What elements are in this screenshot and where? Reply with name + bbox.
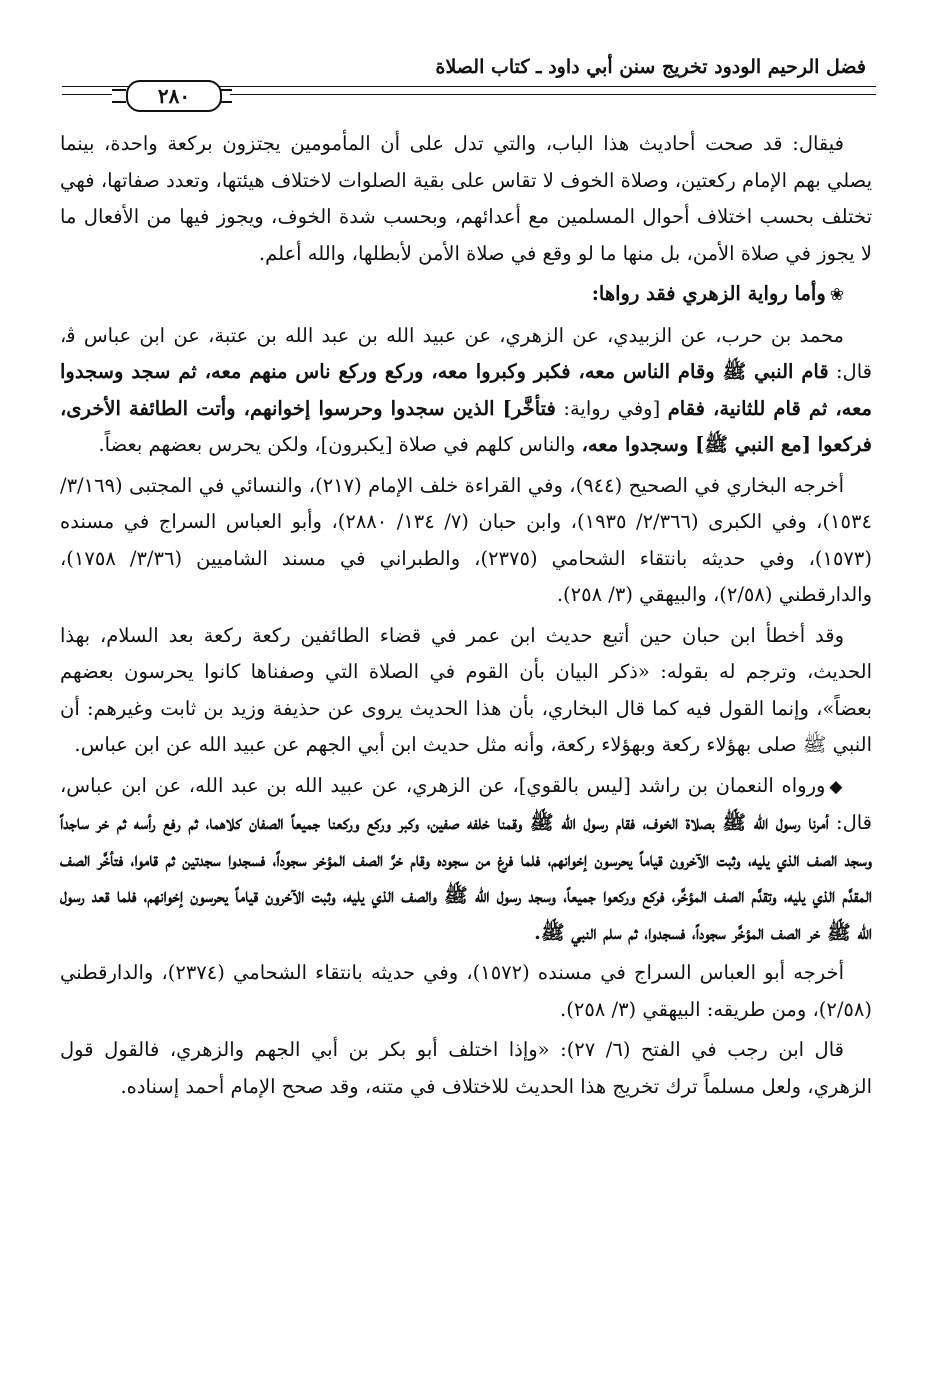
badge-ornament-left [112,89,126,103]
body-paragraph [60,618,872,764]
body-text: والناس كلهم في صلاة [يكبرون]، ولكن يحرس بعضهم بعضاً. [98,433,582,456]
body-text: وقد أخطأ ابن حبان حين أتبع حديث ابن عمر في قضاء الطائفين ركعة ركعة بعد السلام، بهذا الحديث، وترجم له بقوله: «ذكر البيان بأن القوم في الصلاة التي وصفناها كانوا يحرسون بعضهم بعضاً»، وإنما القول فيه كما قال البخاري، بأن هذا الحديث يروى عن حذيفة وزيد بن ثابت وغيرهم: أن النبي ﷺ صلى بهؤلاء ركعة وبهؤلاء ركعة، وأنه مثل حديث ابن أبي الجهم عن عبيد الله عن ابن عباس. [60,623,872,756]
body-text: [وفي رواية: [555,396,668,420]
body-paragraph [60,276,872,314]
paragraph-ornament-icon: ❀ [829,285,844,305]
body-paragraph [60,318,872,464]
hadith-text: أمرنا رسول الله ﷺ بصلاة الخوف، فقام رسول الله ﷺ وقمنا خلفه صفين، وكبر وركع وركعنا جميعاً الصفان كلاهما، ثم رفع رأسه ثم خر ساجداً وسجد الصف الذي يليه، وثبت الآخرون قياماً يحرسون إخوانهم، فلما فرغ من سجوده وقام خرَّ الصف المؤخر سجوداً، فسجدوا سجدتين ثم قاموا، فتأخَّر الصف المقدَّم الذي يليه، وتقدَّم الصف المؤخَّر، فركع وركعوا جميعاً، وسجد رسول الله ﷺ والصف الذي يليه، وثبت الآخرون قياماً يحرسون إخوانهم، فلما قعد رسول الله ﷺ خر الصف المؤخَّر سجوداً، فسجدوا، ثم سلم النبي ﷺ. [60,811,872,944]
body-text: قال ابن رجب في الفتح (٦/ ٢٧): «وإذا اختلف أبو بكر بن أبي الجهم والزهري، فالقول قول الزهري، ولعل مسلماً ترك تخريج هذا الحديث للاختلاف في متنه، وقد صحح الإمام أحمد إسناده. [60,1038,872,1098]
page-body [60,126,872,1109]
hadith-text: فتأخَّر] الذين سجدوا وحرسوا إخوانهم، وأتت الطائفة الأخرى، فركعوا [مع النبي ﷺ] وسجدوا معه، [60,396,872,456]
body-text: محمد بن حرب، عن الزبيدي، عن الزهري، عن عبيد الله بن عبد الله بن عتبة، عن ابن عباس ﭬ، قال: [60,323,872,383]
running-title: فضل الرحيم الودود تخريج سنن أبي داود ـ كتاب الصلاة [435,56,866,78]
page-number: ٢٨٠ [157,84,191,108]
body-paragraph [60,126,872,272]
body-text: ورواه النعمان بن راشد [ليس بالقوي]، عن الزهري، عن عبيد الله بن عبد الله، عن ابن عباس، قال: [60,773,873,834]
hadith-text: قام النبي ﷺ وقام الناس معه، فكبر وكبروا معه، وركع وركع ناس منهم معه، ثم سجد وسجدوا معه، ثم قام للثانية، فقام [60,360,872,420]
body-text: أخرجه أبو العباس السراج في مسنده (١٥٧٢)، وفي حديثه بانتقاء الشحامي (٢٣٧٤)، والدارقطني (٢/٥٨)، ومن طريقه: البيهقي (٣/ ٢٥٨). [60,961,872,1021]
body-paragraph [60,468,872,614]
body-text: فيقال: قد صحت أحاديث هذا الباب، والتي تدل على أن المأمومين يجتزون بركعة واحدة، بينما يصلي بهم الإمام ركعتين، وصلاة الخوف لا تقاس على بقية الصلوات لاختلاف هيئتها، وتعدد صفاتها، فهي تختلف بحسب اختلاف أحوال المسلمين مع أعدائهم، وبحسب شدة الخوف، ويجوز فيها من الأفعال ما لا يجوز في صلاة الأمن، بل منها ما لو وقع في صلاة الأمن لأبطلها، والله أعلم. [60,132,872,265]
body-paragraph [60,1032,872,1105]
header-rule-bottom-left [62,94,112,95]
page-header [62,52,876,82]
hadith-text: وأما رواية الزهري فقد رواها: [591,282,826,305]
body-paragraph [60,955,872,1028]
header-rule-bottom-right [230,94,876,95]
body-paragraph [60,768,872,952]
page-number-badge [126,80,222,112]
paragraph-ornament-icon: ◆ [829,776,844,797]
body-text: أخرجه البخاري في الصحيح (٩٤٤)، وفي القراءة خلف الإمام (٢١٧)، والنسائي في المجتبى (٣/١٦٩/ ١٥٣٤)، وفي الكبرى (٢/٣٦٦/ ١٩٣٥)، وابن حبان (٧/ ١٣٤/ ٢٨٨٠)، وأبو العباس السراج في مسنده (١٥٧٣)، وفي حديثه بانتقاء الشحامي (٢٣٧٥)، والطبراني في مسند الشاميين (٣/٣٦/ ١٧٥٨)، والدارقطني (٢/٥٨)، والبيهقي (٣/ ٢٥٨). [60,473,872,606]
